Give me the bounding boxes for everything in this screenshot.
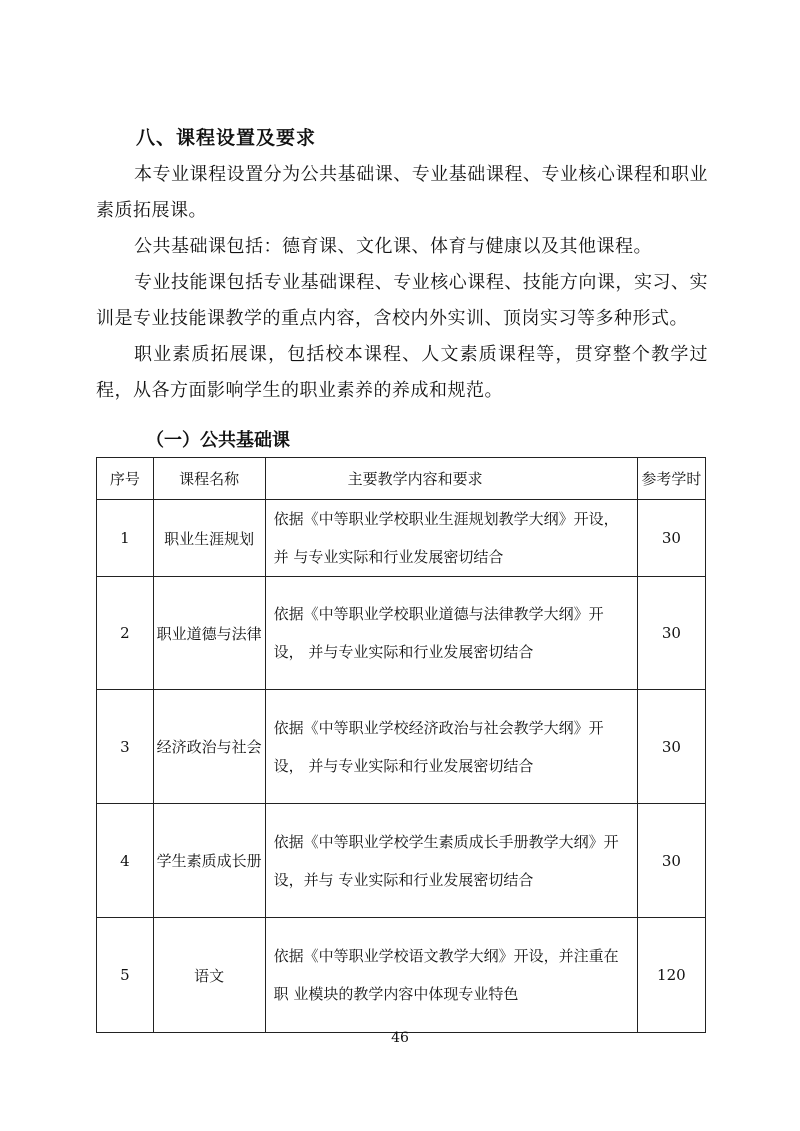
row-content: 依据《中等职业学校职业生涯规划教学大纲》开设，并 与专业实际和行业发展密切结合 <box>265 500 637 577</box>
table-row <box>97 918 706 1033</box>
subsection-title: （一）公共基础课 <box>146 430 290 451</box>
header-hours: 参考学时 <box>637 458 705 500</box>
row-hours: 30 <box>637 577 705 690</box>
course-table <box>96 457 706 1033</box>
table-row <box>97 690 706 804</box>
paragraph-public-basic: 公共基础课包括：德育课、文化课、体育与健康以及其他课程。 <box>134 236 652 257</box>
row-course-name: 语文 <box>153 918 265 1033</box>
section-title: 八、课程设置及要求 <box>136 127 317 149</box>
paragraph-course-overview: 本专业课程设置分为公共基础课、专业基础课程、专业核心课程和职业素质拓展课。 <box>96 164 708 221</box>
row-course-name: 学生素质成长册 <box>153 804 265 918</box>
paragraph-quality-expansion: 职业素质拓展课，包括校本课程、人文素质课程等，贯穿整个教学过程，从各方面影响学生的职业素养的养成和规范。 <box>96 344 708 401</box>
row-course-name: 经济政治与社会 <box>153 690 265 804</box>
header-course-name: 课程名称 <box>153 458 265 500</box>
row-hours: 30 <box>637 690 705 804</box>
row-no: 1 <box>97 500 154 577</box>
row-course-name: 职业生涯规划 <box>153 500 265 577</box>
table-row <box>97 577 706 690</box>
row-content: 依据《中等职业学校职业道德与法律教学大纲》开设， 并与专业实际和行业发展密切结合 <box>265 577 637 690</box>
row-hours: 30 <box>637 804 705 918</box>
row-content: 依据《中等职业学校经济政治与社会教学大纲》开设， 并与专业实际和行业发展密切结合 <box>265 690 637 804</box>
header-content: 主要教学内容和要求 <box>265 458 637 500</box>
row-hours: 30 <box>637 500 705 577</box>
row-hours: 120 <box>637 918 705 1033</box>
page-number: 46 <box>391 1030 409 1046</box>
row-no: 4 <box>97 804 154 918</box>
table-row <box>97 500 706 577</box>
row-course-name: 职业道德与法律 <box>153 577 265 690</box>
paragraph-professional-skills: 专业技能课包括专业基础课程、专业核心课程、技能方向课，实习、实训是专业技能课教学的重点内容，含校内外实训、顶岗实习等多种形式。 <box>96 272 708 329</box>
row-content: 依据《中等职业学校语文教学大纲》开设，并注重在职 业模块的教学内容中体现专业特色 <box>265 918 637 1033</box>
row-no: 3 <box>97 690 154 804</box>
table-header-row <box>97 458 706 500</box>
table-row <box>97 804 706 918</box>
row-no: 2 <box>97 577 154 690</box>
header-no: 序号 <box>97 458 154 500</box>
row-no: 5 <box>97 918 154 1033</box>
row-content: 依据《中等职业学校学生素质成长手册教学大纲》开设，并与 专业实际和行业发展密切结合 <box>265 804 637 918</box>
